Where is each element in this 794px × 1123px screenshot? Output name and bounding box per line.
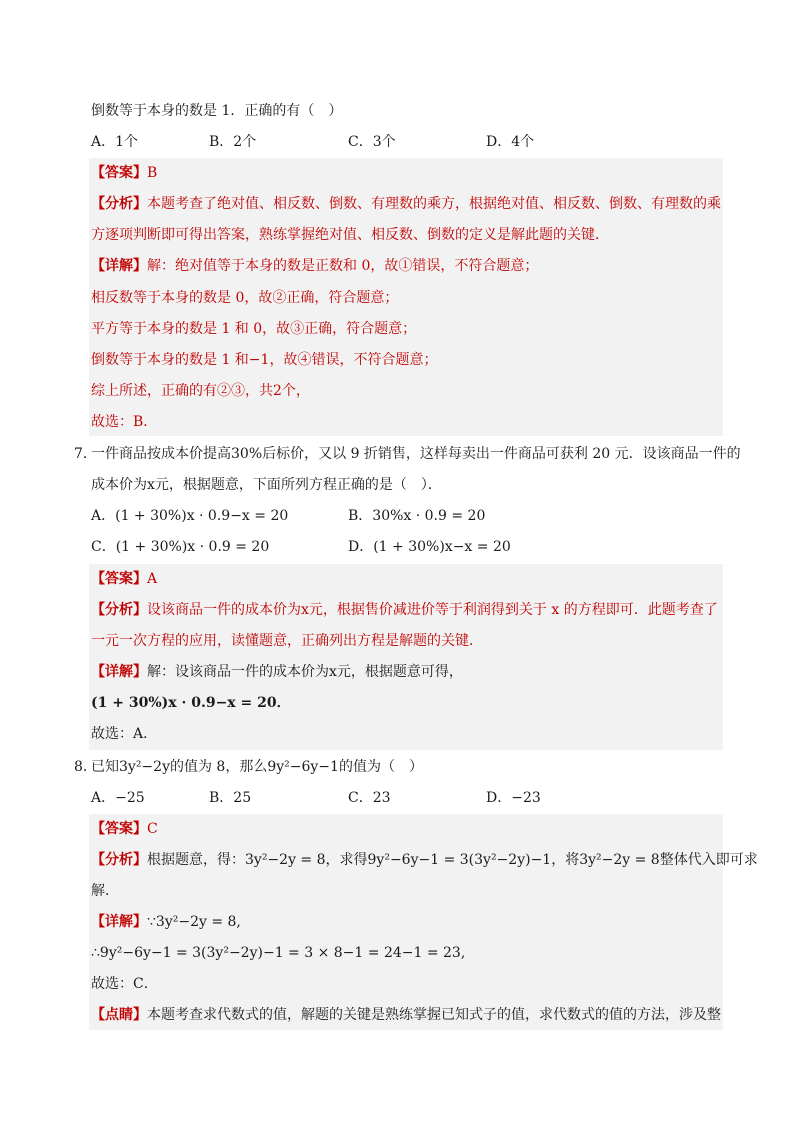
- q8-option-b: B．25: [209, 790, 252, 806]
- q6-option-b: B．2个: [209, 134, 257, 150]
- q8-detail-line-2: ∴9y²−6y−1 = 3(3y²−2y)−1 = 3 × 8−1 = 24−1 = 23,: [91, 945, 466, 961]
- q6-option-c: C．3个: [348, 134, 396, 150]
- q8-option-a: A．−25: [91, 790, 145, 806]
- q6-detail-line-6: 故选：B．: [91, 414, 158, 430]
- q7-detail-line-2: (1 + 30%)x · 0.9−x = 20．: [91, 695, 291, 711]
- q7-option-a: A．(1 + 30%)x · 0.9−x = 20: [91, 508, 289, 524]
- q6-detail-line-4: 倒数等于本身的数是 1 和−1，故④错误，不符合题意；: [91, 352, 438, 368]
- q7-option-c: C．(1 + 30%)x · 0.9 = 20: [91, 539, 270, 555]
- q8-analysis-line-1: 【分析】根据题意，得：3y²−2y = 8，求得9y²−6y−1 = 3(3y²−2y)−1，将3y²−2y = 8整体代入即可求: [91, 852, 758, 868]
- q7-number: 7．: [74, 446, 97, 462]
- q7-stem-line-1: 一件商品按成本价提高30%后标价，又以 9 折销售，这样每卖出一件商品可获利 20 元．设该商品一件的: [91, 446, 741, 462]
- q7-stem-line-2: 成本价为x元，根据题意，下面所列方程正确的是（ ）．: [91, 477, 442, 493]
- q7-analysis-line-1: 【分析】设该商品一件的成本价为x元，根据售价减进价等于利润得到关于 x 的方程即可．此题考查了: [91, 602, 718, 618]
- q6-analysis-line-2: 方逐项判断即可得出答案，熟练掌握绝对值、相反数、倒数的定义是解此题的关键．: [91, 227, 609, 243]
- q6-detail-line-1: 【详解】解：绝对值等于本身的数是正数和 0，故①错误，不符合题意；: [91, 258, 539, 274]
- q7-solution-box: [89, 564, 723, 750]
- q6-answer: 【答案】B: [91, 165, 158, 181]
- q8-option-d: D．−23: [486, 790, 541, 806]
- q8-answer: 【答案】C: [91, 821, 158, 837]
- q6-option-a: A．1个: [91, 134, 139, 150]
- q7-detail-line-3: 故选：A．: [91, 726, 158, 742]
- q8-number: 8．: [74, 759, 97, 775]
- q7-option-d: D．(1 + 30%)x−x = 20: [348, 539, 511, 555]
- q8-stem: 已知3y²−2y的值为 8，那么9y²−6y−1的值为（ ）: [91, 759, 423, 775]
- q6-stem-tail: 倒数等于本身的数是 1．正确的有（ ）: [91, 103, 343, 119]
- q7-option-b: B．30%x · 0.9 = 20: [348, 508, 486, 524]
- q8-detail-line-1: 【详解】∵3y²−2y = 8,: [91, 914, 241, 930]
- q8-detail-line-3: 故选：C．: [91, 976, 158, 992]
- q6-detail-line-3: 平方等于本身的数是 1 和 0，故③正确，符合题意；: [91, 321, 417, 337]
- q8-comment-line-1: 【点睛】本题考查求代数式的值，解题的关键是熟练掌握已知式子的值，求代数式的值的方法，涉及整: [91, 1007, 721, 1023]
- q7-detail-line-1: 【详解】解：设该商品一件的成本价为x元，根据题意可得，: [91, 664, 463, 680]
- q7-analysis-line-2: 一元一次方程的应用，读懂题意，正确列出方程是解题的关键．: [91, 633, 483, 649]
- q6-detail-line-5: 综上所述，正确的有②③，共2个，: [91, 383, 310, 399]
- q8-analysis-line-2: 解．: [91, 883, 119, 899]
- q6-detail-line-2: 相反数等于本身的数是 0，故②正确，符合题意；: [91, 290, 399, 306]
- q7-answer: 【答案】A: [91, 571, 158, 587]
- q6-option-d: D．4个: [486, 134, 535, 150]
- q6-analysis-line-1: 【分析】本题考查了绝对值、相反数、倒数、有理数的乘方，根据绝对值、相反数、倒数、有理数的乘: [91, 196, 721, 212]
- q8-option-c: C．23: [348, 790, 391, 806]
